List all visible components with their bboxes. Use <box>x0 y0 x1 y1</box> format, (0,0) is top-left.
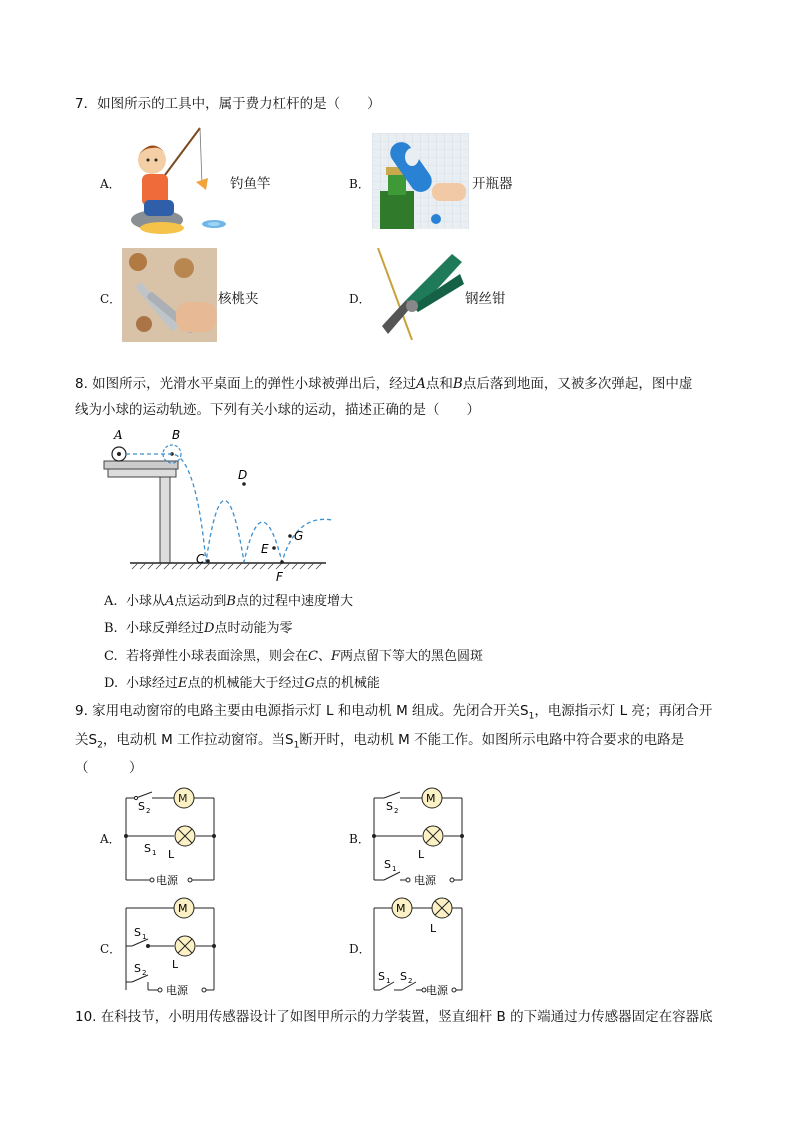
table-top <box>104 461 178 469</box>
q7-option-d-letter: D． <box>349 292 371 306</box>
svg-text:L: L <box>430 922 437 935</box>
q7-option-d-label: 钢丝钳 <box>465 291 506 307</box>
q8-ball-trajectory-figure <box>96 424 346 584</box>
svg-text:1: 1 <box>152 849 157 857</box>
q7-option-c-letter: C． <box>100 292 122 306</box>
q9-stem-line3: （ ） <box>75 760 143 776</box>
point-c <box>206 559 210 563</box>
q8-answer-a: A. 小球从A点运动到B点的过程中速度增大 <box>104 594 353 609</box>
circuit-a-letter: A． <box>100 832 121 846</box>
svg-text:2: 2 <box>394 807 399 815</box>
fishing-rod-image <box>122 124 228 236</box>
svg-text:电源: 电源 <box>166 984 188 996</box>
circuit-c-diagram <box>118 896 222 996</box>
q8-answer-b: B. 小球反弹经过D点时动能为零 <box>104 621 293 636</box>
point-g <box>288 534 292 538</box>
label-d: D <box>238 468 248 482</box>
table-leg <box>160 477 170 563</box>
q7-option-c-label: 核桃夹 <box>218 291 259 307</box>
point-d <box>242 482 246 486</box>
q8-stem-line1: 8. 如图所示，光滑水平桌面上的弹性小球被弹出后，经过A点和B点后落到地面，又被多次弹起，图中虚 <box>75 376 693 392</box>
circuit-b-letter: B． <box>349 832 370 846</box>
q9-stem-line1: 9. 家用电动窗帘的电路主要由电源指示灯 L 和电动机 M 组成。先闭合开关$S_1$，电源指示灯 L 亮；再闭合开 <box>75 703 713 722</box>
q8-stem-line2: 线为小球的运动轨迹。下列有关小球的运动，描述正确的是（ ） <box>75 402 480 418</box>
svg-text:S: S <box>384 858 391 871</box>
q7-option-b-label: 开瓶器 <box>472 176 513 192</box>
svg-text:L: L <box>418 848 425 861</box>
svg-text:2: 2 <box>408 977 413 985</box>
ground-hatching <box>132 563 322 569</box>
svg-text:2: 2 <box>146 807 151 815</box>
svg-text:电源: 电源 <box>426 984 448 996</box>
label-g: G <box>294 529 304 543</box>
svg-text:M: M <box>178 792 188 805</box>
nutcracker-image <box>122 248 217 342</box>
svg-text:电源: 电源 <box>414 874 436 886</box>
circuit-b-diagram <box>366 786 470 886</box>
circuit-d-diagram <box>366 896 470 996</box>
svg-text:M: M <box>426 792 436 805</box>
svg-text:S: S <box>386 800 393 813</box>
q7-option-b-letter: B． <box>349 177 370 191</box>
svg-text:1: 1 <box>142 933 147 941</box>
q7-option-a-letter: A． <box>100 177 121 191</box>
label-f: F <box>276 570 283 584</box>
svg-text:S: S <box>134 962 141 975</box>
circuit-a-diagram <box>118 786 222 886</box>
q10-stem: 10. 在科技节，小明用传感器设计了如图甲所示的力学装置，竖直细杆 B 的下端通过力传感器固定在容器底 <box>75 1009 713 1025</box>
svg-text:M: M <box>396 902 406 915</box>
svg-text:S: S <box>400 970 407 983</box>
svg-text:M: M <box>178 902 188 915</box>
svg-text:S: S <box>144 842 151 855</box>
svg-text:S: S <box>378 970 385 983</box>
svg-text:1: 1 <box>386 977 391 985</box>
q7-stem: 7．如图所示的工具中，属于费力杠杆的是（ ） <box>75 96 381 112</box>
circuit-d-letter: D． <box>349 942 371 956</box>
q7-option-a-label: 钓鱼竿 <box>230 176 271 192</box>
label-c: C <box>196 552 205 566</box>
svg-text:L: L <box>172 958 179 971</box>
pliers-image <box>372 248 464 340</box>
svg-text:L: L <box>168 848 175 861</box>
point-e <box>272 546 276 550</box>
circuit-c-letter: C． <box>100 942 122 956</box>
q8-answer-c: C. 若将弹性小球表面涂黑，则会在C、F两点留下等大的黑色圆斑 <box>104 649 484 664</box>
svg-text:2: 2 <box>142 969 147 977</box>
table-frame <box>108 469 176 477</box>
svg-text:1: 1 <box>392 865 397 873</box>
svg-text:电源: 电源 <box>156 874 178 886</box>
label-a: A <box>114 428 123 442</box>
label-b: B <box>172 428 181 442</box>
q9-stem-line2: 关$S_2$，电动机 M 工作拉动窗帘。当$S_1$断开时，电动机 M 不能工作。如图所示电路中符合要求的电路是 <box>75 732 685 751</box>
q8-answer-d: D. 小球经过E点的机械能大于经过G点的机械能 <box>104 676 380 691</box>
svg-text:S: S <box>134 926 141 939</box>
svg-text:S: S <box>138 800 145 813</box>
point-f <box>280 560 284 564</box>
bottle-opener-image <box>372 133 469 229</box>
label-e: E <box>261 542 269 556</box>
